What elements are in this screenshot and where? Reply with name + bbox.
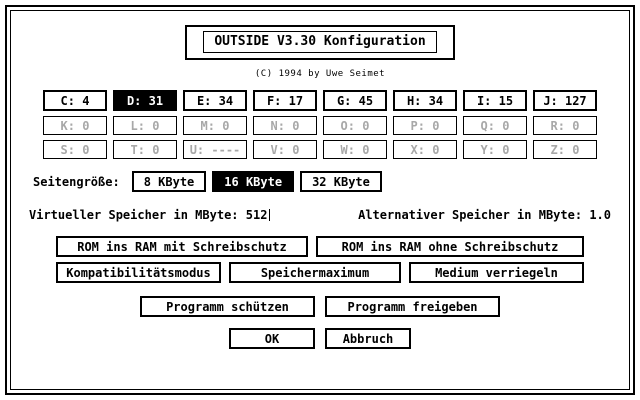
drive-cell-d[interactable]: D: 31 <box>113 90 177 111</box>
rom-to-ram-write-protect-button[interactable]: ROM ins RAM mit Schreibschutz <box>56 236 308 257</box>
drive-cell-w[interactable]: W: 0 <box>323 140 387 159</box>
window-content <box>11 11 629 389</box>
drive-cell-o[interactable]: O: 0 <box>323 116 387 135</box>
memory-maximum-button[interactable]: Speichermaximum <box>229 262 401 283</box>
drive-cell-f[interactable]: F: 17 <box>253 90 317 111</box>
rom-to-ram-no-write-protect-button[interactable]: ROM ins RAM ohne Schreibschutz <box>316 236 584 257</box>
title-text: OUTSIDE V3.30 Konfiguration <box>203 31 436 53</box>
drive-cell-l[interactable]: L: 0 <box>113 116 177 135</box>
drive-row-3 <box>27 140 613 159</box>
drive-cell-q[interactable]: Q: 0 <box>463 116 527 135</box>
drive-grid <box>11 90 629 159</box>
drive-cell-c[interactable]: C: 4 <box>43 90 107 111</box>
memory-section <box>11 208 629 222</box>
page-size-options <box>132 171 382 192</box>
virtual-memory-input[interactable]: 512 <box>245 208 268 222</box>
drive-cell-y[interactable]: Y: 0 <box>463 140 527 159</box>
drive-cell-j[interactable]: J: 127 <box>533 90 597 111</box>
title-box <box>185 25 454 60</box>
drive-cell-s[interactable]: S: 0 <box>43 140 107 159</box>
drive-cell-k[interactable]: K: 0 <box>43 116 107 135</box>
drive-cell-u[interactable]: U: ---- <box>183 140 247 159</box>
action-buttons <box>11 236 629 283</box>
alternative-memory-input[interactable]: 1.0 <box>589 208 611 222</box>
drive-cell-g[interactable]: G: 45 <box>323 90 387 111</box>
compatibility-mode-button[interactable]: Kompatibilitätsmodus <box>56 262 221 283</box>
options-button-row <box>35 262 605 283</box>
page-size-section <box>11 171 629 192</box>
virtual-memory-label: Virtueller Speicher in MByte: <box>29 208 239 222</box>
drive-row-1 <box>27 90 613 111</box>
cancel-button[interactable]: Abbruch <box>325 328 411 349</box>
page-size-32kb-button[interactable]: 32 KByte <box>300 171 382 192</box>
page-size-8kb-button[interactable]: 8 KByte <box>132 171 207 192</box>
copyright-text: (C) 1994 by Uwe Seimet <box>254 69 386 79</box>
drive-cell-i[interactable]: I: 15 <box>463 90 527 111</box>
drive-cell-v[interactable]: V: 0 <box>253 140 317 159</box>
page-size-16kb-button[interactable]: 16 KByte <box>212 171 294 192</box>
protect-program-button[interactable]: Programm schützen <box>140 296 315 317</box>
release-program-button[interactable]: Programm freigeben <box>325 296 500 317</box>
page-size-label: Seitengröße: <box>33 174 120 189</box>
rom-button-row <box>35 236 605 257</box>
drive-cell-t[interactable]: T: 0 <box>113 140 177 159</box>
program-button-row <box>11 296 629 317</box>
lock-medium-button[interactable]: Medium verriegeln <box>409 262 584 283</box>
drive-cell-n[interactable]: N: 0 <box>253 116 317 135</box>
virtual-memory-group <box>29 208 270 222</box>
title-bar <box>11 25 629 60</box>
drive-cell-z[interactable]: Z: 0 <box>533 140 597 159</box>
window-frame-inner <box>10 10 630 390</box>
drive-cell-p[interactable]: P: 0 <box>393 116 457 135</box>
drive-cell-e[interactable]: E: 34 <box>183 90 247 111</box>
drive-cell-h[interactable]: H: 34 <box>393 90 457 111</box>
drive-row-2 <box>27 116 613 135</box>
window-frame-outer <box>5 5 635 395</box>
drive-cell-x[interactable]: X: 0 <box>393 140 457 159</box>
text-caret <box>269 209 270 221</box>
alternative-memory-group <box>358 208 611 222</box>
dialog-button-row <box>11 328 629 349</box>
drive-cell-m[interactable]: M: 0 <box>183 116 247 135</box>
alternative-memory-label: Alternativer Speicher in MByte: <box>358 208 583 222</box>
ok-button[interactable]: OK <box>229 328 315 349</box>
drive-cell-r[interactable]: R: 0 <box>533 116 597 135</box>
